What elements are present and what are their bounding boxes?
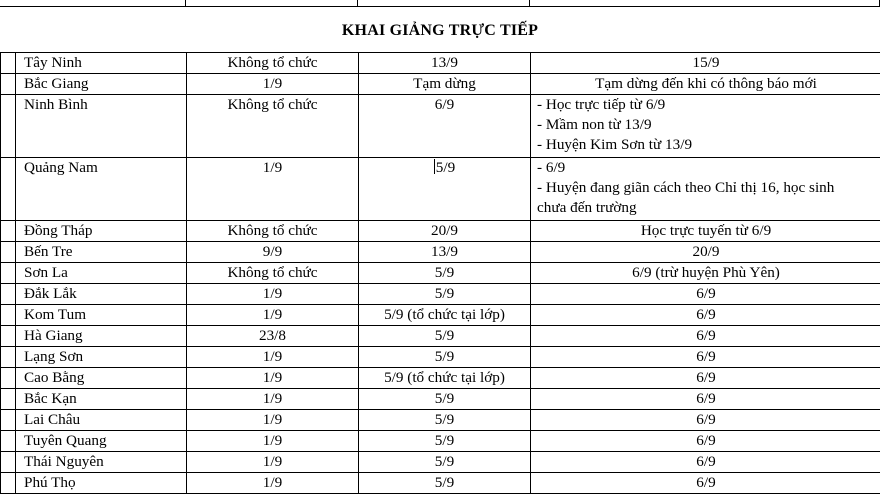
third-date-cell: 6/9 — [531, 326, 880, 347]
third-date-cell — [531, 158, 880, 221]
second-date-cell: 5/9 — [359, 347, 531, 368]
note-line: - Huyện Kim Sơn từ 13/9 — [537, 136, 693, 153]
third-date-cell — [531, 95, 880, 158]
province-cell: Bắc Giang — [16, 74, 187, 95]
row-index-cell — [1, 95, 16, 158]
third-date-cell: 6/9 — [531, 452, 880, 473]
third-date-cell: 6/9 — [531, 389, 880, 410]
province-cell: Lai Châu — [16, 410, 187, 431]
first-date-cell: 1/9 — [187, 452, 359, 473]
third-date-cell: 20/9 — [531, 242, 880, 263]
first-date-cell: Không tổ chức — [187, 53, 359, 74]
third-date-cell: 6/9 — [531, 347, 880, 368]
province-cell: Hà Giang — [16, 326, 187, 347]
province-cell: Tuyên Quang — [16, 431, 187, 452]
second-date-cell: 5/9 — [359, 410, 531, 431]
first-date-cell: 1/9 — [187, 305, 359, 326]
table-row — [1, 263, 880, 284]
table-row — [1, 242, 880, 263]
row-index-cell — [1, 368, 16, 389]
province-cell: Bắc Kạn — [16, 389, 187, 410]
table-row — [1, 473, 880, 494]
third-date-cell: 6/9 — [531, 473, 880, 494]
row-index-cell — [1, 221, 16, 242]
third-date-cell: 6/9 (trừ huyện Phù Yên) — [531, 263, 880, 284]
text-cursor — [434, 159, 435, 174]
first-date-cell: 1/9 — [187, 389, 359, 410]
row-index-cell — [1, 305, 16, 326]
second-date-cell: 20/9 — [359, 221, 531, 242]
third-date-cell: 6/9 — [531, 368, 880, 389]
third-date-cell: Tạm dừng đến khi có thông báo mới — [531, 74, 880, 95]
first-date-cell: 1/9 — [187, 368, 359, 389]
province-cell: Lạng Sơn — [16, 347, 187, 368]
row-index-cell — [1, 473, 16, 494]
province-cell: Cao Bằng — [16, 368, 187, 389]
row-index-cell — [1, 326, 16, 347]
second-date-cell: 5/9 (tổ chức tại lớp) — [359, 368, 531, 389]
first-date-cell: Không tổ chức — [187, 263, 359, 284]
table-row — [1, 368, 880, 389]
row-index-cell — [1, 53, 16, 74]
province-cell: Thái Nguyên — [16, 452, 187, 473]
note-line: - Học trực tiếp từ 6/9 — [537, 96, 666, 113]
second-date-cell: 13/9 — [359, 242, 531, 263]
row-index-cell — [1, 158, 16, 221]
second-date-cell: Tạm dừng — [359, 74, 531, 95]
second-date-cell: 5/9 — [359, 326, 531, 347]
province-cell: Tây Ninh — [16, 53, 187, 74]
row-index-cell — [1, 263, 16, 284]
table-row — [1, 284, 880, 305]
row-index-cell — [1, 74, 16, 95]
note-line: chưa đến trường — [537, 199, 637, 216]
table-row — [1, 410, 880, 431]
row-index-cell — [1, 410, 16, 431]
third-date-cell: 6/9 — [531, 410, 880, 431]
province-cell: Đắk Lắk — [16, 284, 187, 305]
table-row — [1, 53, 880, 74]
first-date-cell: 1/9 — [187, 473, 359, 494]
first-date-cell: 1/9 — [187, 74, 359, 95]
first-date-cell: 23/8 — [187, 326, 359, 347]
second-date-cell: 5/9 — [359, 284, 531, 305]
row-index-cell — [1, 242, 16, 263]
table-row — [1, 221, 880, 242]
second-date-cell: 5/9 — [359, 389, 531, 410]
row-index-cell — [1, 284, 16, 305]
first-date-cell: 1/9 — [187, 158, 359, 221]
province-cell: Đồng Tháp — [16, 221, 187, 242]
first-date-cell: Không tổ chức — [187, 221, 359, 242]
second-date-cell: 5/9 — [359, 158, 531, 221]
second-date-cell: 5/9 — [359, 431, 531, 452]
first-date-cell: 1/9 — [187, 284, 359, 305]
third-date-cell: 6/9 — [531, 305, 880, 326]
previous-table-border — [0, 6, 880, 7]
row-index-cell — [1, 452, 16, 473]
first-date-cell: 1/9 — [187, 431, 359, 452]
third-date-cell: 6/9 — [531, 284, 880, 305]
second-date-cell: 5/9 — [359, 452, 531, 473]
row-index-cell — [1, 347, 16, 368]
province-cell: Kom Tum — [16, 305, 187, 326]
note-line: - Mầm non từ 13/9 — [537, 116, 652, 133]
note-line: - 6/9 — [537, 159, 566, 176]
note-line: - Huyện đang giãn cách theo Chỉ thị 16, học sinh — [537, 179, 835, 196]
table-row — [1, 158, 880, 221]
table-row — [1, 452, 880, 473]
table-row — [1, 347, 880, 368]
province-cell: Ninh Bình — [16, 95, 187, 158]
second-date-cell: 5/9 — [359, 473, 531, 494]
second-date-cell: 5/9 — [359, 263, 531, 284]
province-cell: Quảng Nam — [16, 158, 187, 221]
third-date-cell: 6/9 — [531, 431, 880, 452]
table-row — [1, 95, 880, 158]
third-date-cell: 15/9 — [531, 53, 880, 74]
province-cell: Bến Tre — [16, 242, 187, 263]
schedule-table — [0, 52, 880, 494]
first-date-cell: 1/9 — [187, 347, 359, 368]
section-title: KHAI GIẢNG TRỰC TIẾP — [341, 22, 539, 39]
first-date-cell: Không tổ chức — [187, 95, 359, 158]
row-index-cell — [1, 431, 16, 452]
table-row — [1, 74, 880, 95]
third-date-cell: Học trực tuyến từ 6/9 — [531, 221, 880, 242]
second-date-cell: 13/9 — [359, 53, 531, 74]
table-row — [1, 305, 880, 326]
table-row — [1, 389, 880, 410]
first-date-cell: 9/9 — [187, 242, 359, 263]
table-row — [1, 431, 880, 452]
province-cell: Sơn La — [16, 263, 187, 284]
row-index-cell — [1, 389, 16, 410]
province-cell: Phú Thọ — [16, 473, 187, 494]
second-date-cell: 5/9 (tổ chức tại lớp) — [359, 305, 531, 326]
table-row — [1, 326, 880, 347]
second-date-cell: 6/9 — [359, 95, 531, 158]
first-date-cell: 1/9 — [187, 410, 359, 431]
